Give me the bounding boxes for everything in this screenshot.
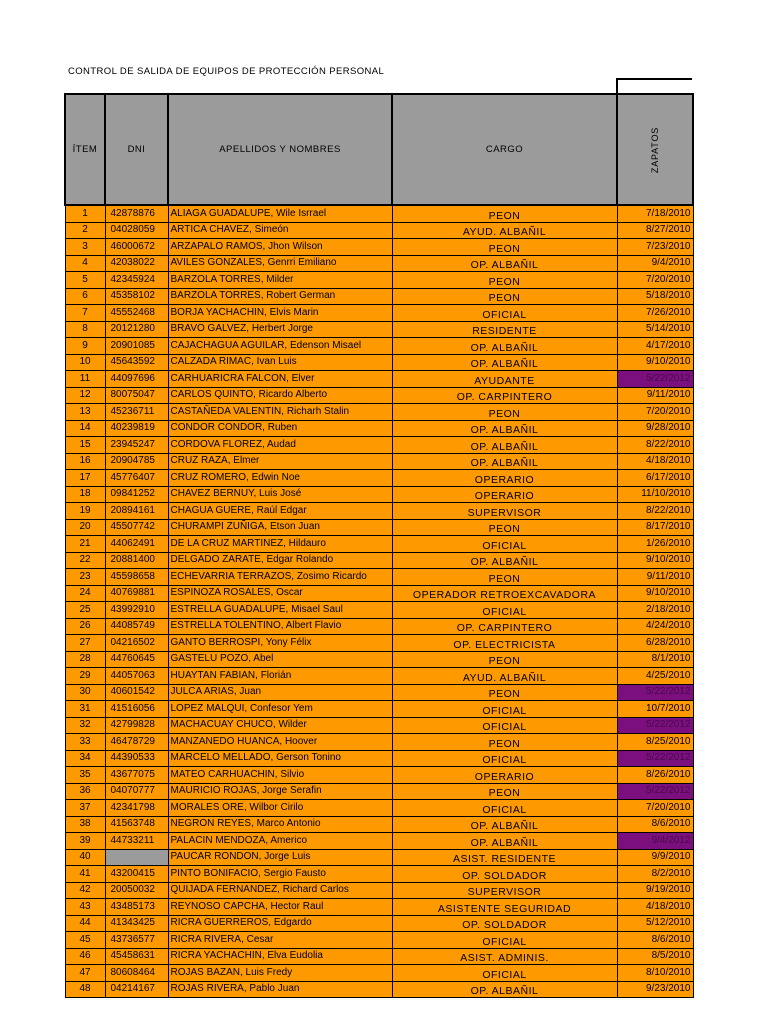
cell-item: 25: [65, 602, 105, 619]
cell-dni: 42878876: [105, 205, 168, 222]
cell-zapatos-date: 10/7/2010: [617, 701, 693, 718]
cell-item: 3: [65, 239, 105, 256]
cell-dni: 04216502: [105, 635, 168, 652]
cell-name: GANTO BERROSPI, Yony Félix: [168, 635, 392, 652]
cell-cargo: PEON: [392, 569, 617, 586]
cell-cargo: OFICIAL: [392, 536, 617, 553]
cell-dni: 45358102: [105, 288, 168, 305]
cell-item: 33: [65, 734, 105, 751]
cell-zapatos-date: 6/17/2010: [617, 470, 693, 487]
cell-cargo: SUPERVISOR: [392, 882, 617, 899]
table-row: [65, 602, 693, 619]
cell-name: CARHUARICRA FALCON, Elver: [168, 371, 392, 388]
cell-zapatos-date: 5/22/2012: [617, 371, 693, 388]
cell-item: 18: [65, 486, 105, 503]
cell-dni: 04028059: [105, 222, 168, 239]
cell-cargo: OP. ALBAÑIL: [392, 833, 617, 850]
cell-name: BARZOLA TORRES, Milder: [168, 272, 392, 289]
cell-item: 14: [65, 420, 105, 437]
cell-zapatos-date: 9/4/2010: [617, 255, 693, 272]
cell-name: ESTRELLA GUADALUPE, Misael Saul: [168, 602, 392, 619]
cell-zapatos-date: 9/11/2010: [617, 569, 693, 586]
cell-cargo: PEON: [392, 783, 617, 800]
cell-item: 2: [65, 222, 105, 239]
cell-cargo: OFICIAL: [392, 965, 617, 982]
cell-cargo: PEON: [392, 404, 617, 421]
cell-name: JULCA ARIAS, Juan: [168, 684, 392, 701]
cell-name: RICRA YACHACHIN, Elva Eudolia: [168, 948, 392, 965]
table-row: [65, 701, 693, 718]
cell-cargo: OFICIAL: [392, 717, 617, 734]
cell-name: ARZAPALO RAMOS, Jhon Wilson: [168, 239, 392, 256]
cell-item: 21: [65, 536, 105, 553]
cell-zapatos-date: 5/12/2010: [617, 915, 693, 932]
cell-cargo: OPERADOR RETROEXCAVADORA: [392, 585, 617, 602]
cell-dni: 43485173: [105, 899, 168, 916]
table-row: [65, 800, 693, 817]
cell-cargo: OPERARIO: [392, 470, 617, 487]
cell-name: ECHEVARRIA TERRAZOS, Zosimo Ricardo: [168, 569, 392, 586]
cell-name: CONDOR CONDOR, Ruben: [168, 420, 392, 437]
cell-dni: 43677075: [105, 767, 168, 784]
cell-item: 22: [65, 552, 105, 569]
column-header-names: APELLIDOS Y NOMBRES: [168, 94, 392, 205]
table-row: [65, 849, 693, 866]
cell-cargo: AYUD. ALBAÑIL: [392, 668, 617, 685]
cell-name: RICRA GUERREROS, Edgardo: [168, 915, 392, 932]
cell-zapatos-date: 9/28/2010: [617, 420, 693, 437]
cell-zapatos-date: 7/20/2010: [617, 272, 693, 289]
cell-zapatos-date: 8/22/2010: [617, 503, 693, 520]
cell-item: 27: [65, 635, 105, 652]
cell-item: 45: [65, 932, 105, 949]
cell-dni: 20894161: [105, 503, 168, 520]
table-row: [65, 239, 693, 256]
cell-dni: 45458631: [105, 948, 168, 965]
table-row: [65, 305, 693, 322]
cell-zapatos-date: 7/23/2010: [617, 239, 693, 256]
cell-name: ROJAS RIVERA, Pablo Juan: [168, 981, 392, 998]
cell-item: 17: [65, 470, 105, 487]
cell-cargo: OP. SOLDADOR: [392, 866, 617, 883]
column-header-dni: DNI: [105, 94, 168, 205]
cell-name: CRUZ ROMERO, Edwin Noe: [168, 470, 392, 487]
cell-item: 10: [65, 354, 105, 371]
cell-cargo: ASISTENTE SEGURIDAD: [392, 899, 617, 916]
cell-name: MATEO CARHUACHIN, Silvio: [168, 767, 392, 784]
cell-dni: 40601542: [105, 684, 168, 701]
cell-dni: 44062491: [105, 536, 168, 553]
cell-zapatos-date: 9/4/2012: [617, 833, 693, 850]
table-row: [65, 404, 693, 421]
cell-name: GASTELU POZO, Abel: [168, 651, 392, 668]
cell-zapatos-date: 5/14/2010: [617, 321, 693, 338]
column-header-item: ÍTEM: [65, 94, 105, 205]
cell-dni: 45552468: [105, 305, 168, 322]
table-row: [65, 585, 693, 602]
ppe-control-table: [64, 93, 694, 998]
table-row: [65, 569, 693, 586]
table-row: [65, 965, 693, 982]
cell-cargo: OP. ALBAÑIL: [392, 437, 617, 454]
cell-zapatos-date: 6/28/2010: [617, 635, 693, 652]
cell-cargo: RESIDENTE: [392, 321, 617, 338]
cell-item: 23: [65, 569, 105, 586]
cell-zapatos-date: 8/2/2010: [617, 866, 693, 883]
cell-name: DE LA CRUZ MARTINEZ, Hildauro: [168, 536, 392, 553]
table-row: [65, 948, 693, 965]
cell-cargo: OP. ALBAÑIL: [392, 453, 617, 470]
cell-cargo: PEON: [392, 519, 617, 536]
cell-cargo: PEON: [392, 288, 617, 305]
table-row: [65, 635, 693, 652]
cell-dni: 43992910: [105, 602, 168, 619]
table-row: [65, 321, 693, 338]
table-row: [65, 668, 693, 685]
cell-item: 11: [65, 371, 105, 388]
table-header-row: [65, 94, 693, 205]
cell-item: 30: [65, 684, 105, 701]
cell-dni: 41516056: [105, 701, 168, 718]
cell-zapatos-date: 4/18/2010: [617, 453, 693, 470]
cell-item: 29: [65, 668, 105, 685]
cell-zapatos-date: 4/18/2010: [617, 899, 693, 916]
cell-name: CAJACHAGUA AGUILAR, Edenson Misael: [168, 338, 392, 355]
cell-dni: 46000672: [105, 239, 168, 256]
cell-zapatos-date: 5/22/2012: [617, 750, 693, 767]
cell-dni: 42799828: [105, 717, 168, 734]
cell-item: 42: [65, 882, 105, 899]
cell-name: CARLOS QUINTO, Ricardo Alberto: [168, 387, 392, 404]
cell-zapatos-date: 7/18/2010: [617, 205, 693, 222]
cell-dni: 20050032: [105, 882, 168, 899]
table-row: [65, 255, 693, 272]
table-row: [65, 453, 693, 470]
cell-dni: 04070777: [105, 783, 168, 800]
cell-zapatos-date: 9/10/2010: [617, 552, 693, 569]
table-row: [65, 272, 693, 289]
table-row: [65, 552, 693, 569]
cell-name: CHAGUA GUERE, Raúl Edgar: [168, 503, 392, 520]
cell-cargo: PEON: [392, 239, 617, 256]
table-row: [65, 288, 693, 305]
cell-dni: 45507742: [105, 519, 168, 536]
cell-zapatos-date: 7/20/2010: [617, 404, 693, 421]
cell-dni: 20901085: [105, 338, 168, 355]
cell-dni: 45236711: [105, 404, 168, 421]
cell-dni: 41563748: [105, 816, 168, 833]
cell-name: BRAVO GALVEZ, Herbert Jorge: [168, 321, 392, 338]
cell-zapatos-date: 8/26/2010: [617, 767, 693, 784]
cell-dni: 44390533: [105, 750, 168, 767]
cell-dni: 04214167: [105, 981, 168, 998]
table-row: [65, 981, 693, 998]
cell-name: CHAVEZ BERNUY, Luis José: [168, 486, 392, 503]
cell-dni: 40769881: [105, 585, 168, 602]
cell-cargo: PEON: [392, 651, 617, 668]
cell-item: 48: [65, 981, 105, 998]
cell-dni: 09841252: [105, 486, 168, 503]
cell-item: 35: [65, 767, 105, 784]
cell-dni: 45643592: [105, 354, 168, 371]
cell-cargo: OFICIAL: [392, 800, 617, 817]
table-row: [65, 915, 693, 932]
cell-dni: [105, 849, 168, 866]
cell-item: 15: [65, 437, 105, 454]
table-row: [65, 932, 693, 949]
cell-item: 12: [65, 387, 105, 404]
cell-name: CASTAÑEDA VALENTIN, Richarh Stalin: [168, 404, 392, 421]
cell-cargo: OFICIAL: [392, 305, 617, 322]
cell-item: 34: [65, 750, 105, 767]
cell-zapatos-date: 8/27/2010: [617, 222, 693, 239]
cell-item: 4: [65, 255, 105, 272]
cell-cargo: OP. ALBAÑIL: [392, 420, 617, 437]
cell-dni: 45598658: [105, 569, 168, 586]
cell-item: 44: [65, 915, 105, 932]
cell-name: LOPEZ MALQUI, Confesor Yem: [168, 701, 392, 718]
cell-zapatos-date: 8/6/2010: [617, 816, 693, 833]
cell-zapatos-date: 7/20/2010: [617, 800, 693, 817]
cell-cargo: OFICIAL: [392, 932, 617, 949]
cell-item: 9: [65, 338, 105, 355]
cell-item: 16: [65, 453, 105, 470]
table-row: [65, 519, 693, 536]
cell-zapatos-date: 9/23/2010: [617, 981, 693, 998]
cell-item: 46: [65, 948, 105, 965]
cell-zapatos-date: 8/22/2010: [617, 437, 693, 454]
table-row: [65, 783, 693, 800]
cell-name: ROJAS BAZAN, Luis Fredy: [168, 965, 392, 982]
table-row: [65, 618, 693, 635]
cell-name: BORJA YACHACHIN, Elvis Marin: [168, 305, 392, 322]
cell-item: 8: [65, 321, 105, 338]
cell-cargo: OP. SOLDADOR: [392, 915, 617, 932]
cell-zapatos-date: 9/19/2010: [617, 882, 693, 899]
cell-dni: 80075047: [105, 387, 168, 404]
cell-zapatos-date: 8/17/2010: [617, 519, 693, 536]
cell-name: DELGADO ZARATE, Edgar Rolando: [168, 552, 392, 569]
cell-dni: 20881400: [105, 552, 168, 569]
cell-dni: 42345924: [105, 272, 168, 289]
table-row: [65, 354, 693, 371]
cell-dni: 20121280: [105, 321, 168, 338]
table-row: [65, 899, 693, 916]
cell-zapatos-date: 1/26/2010: [617, 536, 693, 553]
cell-dni: 20904785: [105, 453, 168, 470]
cell-dni: 44760645: [105, 651, 168, 668]
cell-zapatos-date: 8/6/2010: [617, 932, 693, 949]
cell-cargo: AYUDANTE: [392, 371, 617, 388]
column-header-zapatos: [617, 94, 693, 205]
cell-dni: 23945247: [105, 437, 168, 454]
table-row: [65, 470, 693, 487]
cell-name: MACHACUAY CHUCO, Wilder: [168, 717, 392, 734]
cell-cargo: OP. CARPINTERO: [392, 387, 617, 404]
cell-item: 31: [65, 701, 105, 718]
cell-dni: 40239819: [105, 420, 168, 437]
cell-item: 6: [65, 288, 105, 305]
header-corner-border: [616, 78, 692, 94]
cell-name: QUIJADA FERNANDEZ, Richard Carlos: [168, 882, 392, 899]
table-row: [65, 371, 693, 388]
cell-cargo: ASIST. ADMINIS.: [392, 948, 617, 965]
cell-cargo: PEON: [392, 272, 617, 289]
cell-zapatos-date: 2/18/2010: [617, 602, 693, 619]
cell-item: 36: [65, 783, 105, 800]
cell-item: 26: [65, 618, 105, 635]
table-row: [65, 387, 693, 404]
cell-dni: 41343425: [105, 915, 168, 932]
cell-name: CORDOVA FLOREZ, Audad: [168, 437, 392, 454]
cell-zapatos-date: 8/5/2010: [617, 948, 693, 965]
cell-zapatos-date: 9/11/2010: [617, 387, 693, 404]
cell-item: 20: [65, 519, 105, 536]
cell-zapatos-date: 9/10/2010: [617, 354, 693, 371]
cell-cargo: PEON: [392, 684, 617, 701]
cell-name: CHURAMPI ZUÑIGA, Etson Juan: [168, 519, 392, 536]
cell-cargo: OP. ALBAÑIL: [392, 338, 617, 355]
cell-zapatos-date: 8/10/2010: [617, 965, 693, 982]
table-row: [65, 486, 693, 503]
cell-name: ALIAGA GUADALUPE, Wile Isrrael: [168, 205, 392, 222]
cell-cargo: OP. ALBAÑIL: [392, 981, 617, 998]
cell-name: PALACIN MENDOZA, Americo: [168, 833, 392, 850]
cell-item: 47: [65, 965, 105, 982]
cell-cargo: OPERARIO: [392, 486, 617, 503]
cell-zapatos-date: 5/18/2010: [617, 288, 693, 305]
cell-zapatos-date: 8/25/2010: [617, 734, 693, 751]
cell-item: 5: [65, 272, 105, 289]
cell-dni: 44057063: [105, 668, 168, 685]
cell-zapatos-date: 4/24/2010: [617, 618, 693, 635]
cell-zapatos-date: 7/26/2010: [617, 305, 693, 322]
cell-name: CRUZ RAZA, Elmer: [168, 453, 392, 470]
cell-cargo: OFICIAL: [392, 750, 617, 767]
table-row: [65, 734, 693, 751]
table-row: [65, 816, 693, 833]
cell-item: 24: [65, 585, 105, 602]
table-row: [65, 437, 693, 454]
cell-cargo: SUPERVISOR: [392, 503, 617, 520]
cell-zapatos-date: 5/22/2012: [617, 783, 693, 800]
table-row: [65, 866, 693, 883]
cell-dni: 44733211: [105, 833, 168, 850]
cell-cargo: OP. ALBAÑIL: [392, 816, 617, 833]
cell-cargo: OP. CARPINTERO: [392, 618, 617, 635]
cell-zapatos-date: 4/17/2010: [617, 338, 693, 355]
cell-cargo: ASIST. RESIDENTE: [392, 849, 617, 866]
cell-item: 28: [65, 651, 105, 668]
cell-name: AVILES GONZALES, Genrri Emiliano: [168, 255, 392, 272]
cell-cargo: OP. ALBAÑIL: [392, 255, 617, 272]
cell-dni: 43736577: [105, 932, 168, 949]
cell-item: 19: [65, 503, 105, 520]
cell-name: CALZADA RIMAC, Ivan Luis: [168, 354, 392, 371]
table-row: [65, 684, 693, 701]
cell-dni: 43200415: [105, 866, 168, 883]
zapatos-label: ZAPATOS: [650, 126, 660, 173]
cell-name: BARZOLA TORRES, Robert German: [168, 288, 392, 305]
cell-item: 38: [65, 816, 105, 833]
table-row: [65, 717, 693, 734]
cell-name: MARCELO MELLADO, Gerson Tonino: [168, 750, 392, 767]
cell-zapatos-date: 8/1/2010: [617, 651, 693, 668]
cell-zapatos-date: 11/10/2010: [617, 486, 693, 503]
column-header-cargo: CARGO: [392, 94, 617, 205]
cell-zapatos-date: 9/10/2010: [617, 585, 693, 602]
cell-zapatos-date: 9/9/2010: [617, 849, 693, 866]
cell-name: MAURICIO ROJAS, Jorge Serafin: [168, 783, 392, 800]
table-row: [65, 651, 693, 668]
table-row: [65, 420, 693, 437]
cell-zapatos-date: 5/22/2012: [617, 717, 693, 734]
cell-cargo: PEON: [392, 734, 617, 751]
table-row: [65, 833, 693, 850]
cell-item: 1: [65, 205, 105, 222]
cell-cargo: OP. ALBAÑIL: [392, 552, 617, 569]
cell-dni: 45776407: [105, 470, 168, 487]
cell-cargo: OFICIAL: [392, 602, 617, 619]
cell-cargo: OP. ALBAÑIL: [392, 354, 617, 371]
cell-dni: 46478729: [105, 734, 168, 751]
cell-dni: 44085749: [105, 618, 168, 635]
table-row: [65, 536, 693, 553]
page-title: CONTROL DE SALIDA DE EQUIPOS DE PROTECCIÓN PERSONAL: [68, 66, 385, 77]
cell-name: MORALES ORE, Wilbor Cirilo: [168, 800, 392, 817]
table-row: [65, 750, 693, 767]
cell-name: MANZANEDO HUANCA, Hoover: [168, 734, 392, 751]
table-row: [65, 222, 693, 239]
cell-item: 13: [65, 404, 105, 421]
cell-dni: 44097696: [105, 371, 168, 388]
cell-name: NEGRON REYES, Marco Antonio: [168, 816, 392, 833]
cell-dni: 42341798: [105, 800, 168, 817]
cell-cargo: PEON: [392, 205, 617, 222]
table-row: [65, 767, 693, 784]
cell-name: ESPINOZA ROSALES, Oscar: [168, 585, 392, 602]
cell-zapatos-date: 5/22/2012: [617, 684, 693, 701]
cell-item: 40: [65, 849, 105, 866]
cell-item: 7: [65, 305, 105, 322]
table-row: [65, 205, 693, 222]
cell-name: RICRA RIVERA, Cesar: [168, 932, 392, 949]
cell-name: PAUCAR RONDON, Jorge Luis: [168, 849, 392, 866]
cell-item: 32: [65, 717, 105, 734]
cell-name: ESTRELLA TOLENTINO, Albert Flavio: [168, 618, 392, 635]
cell-cargo: AYUD. ALBAÑIL: [392, 222, 617, 239]
cell-cargo: OP. ELECTRICISTA: [392, 635, 617, 652]
cell-item: 41: [65, 866, 105, 883]
cell-item: 37: [65, 800, 105, 817]
cell-cargo: OPERARIO: [392, 767, 617, 784]
cell-name: HUAYTAN FABIAN, Florián: [168, 668, 392, 685]
cell-item: 43: [65, 899, 105, 916]
cell-zapatos-date: 4/25/2010: [617, 668, 693, 685]
cell-dni: 42038022: [105, 255, 168, 272]
cell-item: 39: [65, 833, 105, 850]
cell-cargo: OFICIAL: [392, 701, 617, 718]
cell-name: PINTO BONIFACIO, Sergio Fausto: [168, 866, 392, 883]
cell-dni: 80608464: [105, 965, 168, 982]
table-row: [65, 503, 693, 520]
cell-name: REYNOSO CAPCHA, Hector Raul: [168, 899, 392, 916]
table-row: [65, 882, 693, 899]
cell-name: ARTICA CHAVEZ, Simeón: [168, 222, 392, 239]
table-row: [65, 338, 693, 355]
